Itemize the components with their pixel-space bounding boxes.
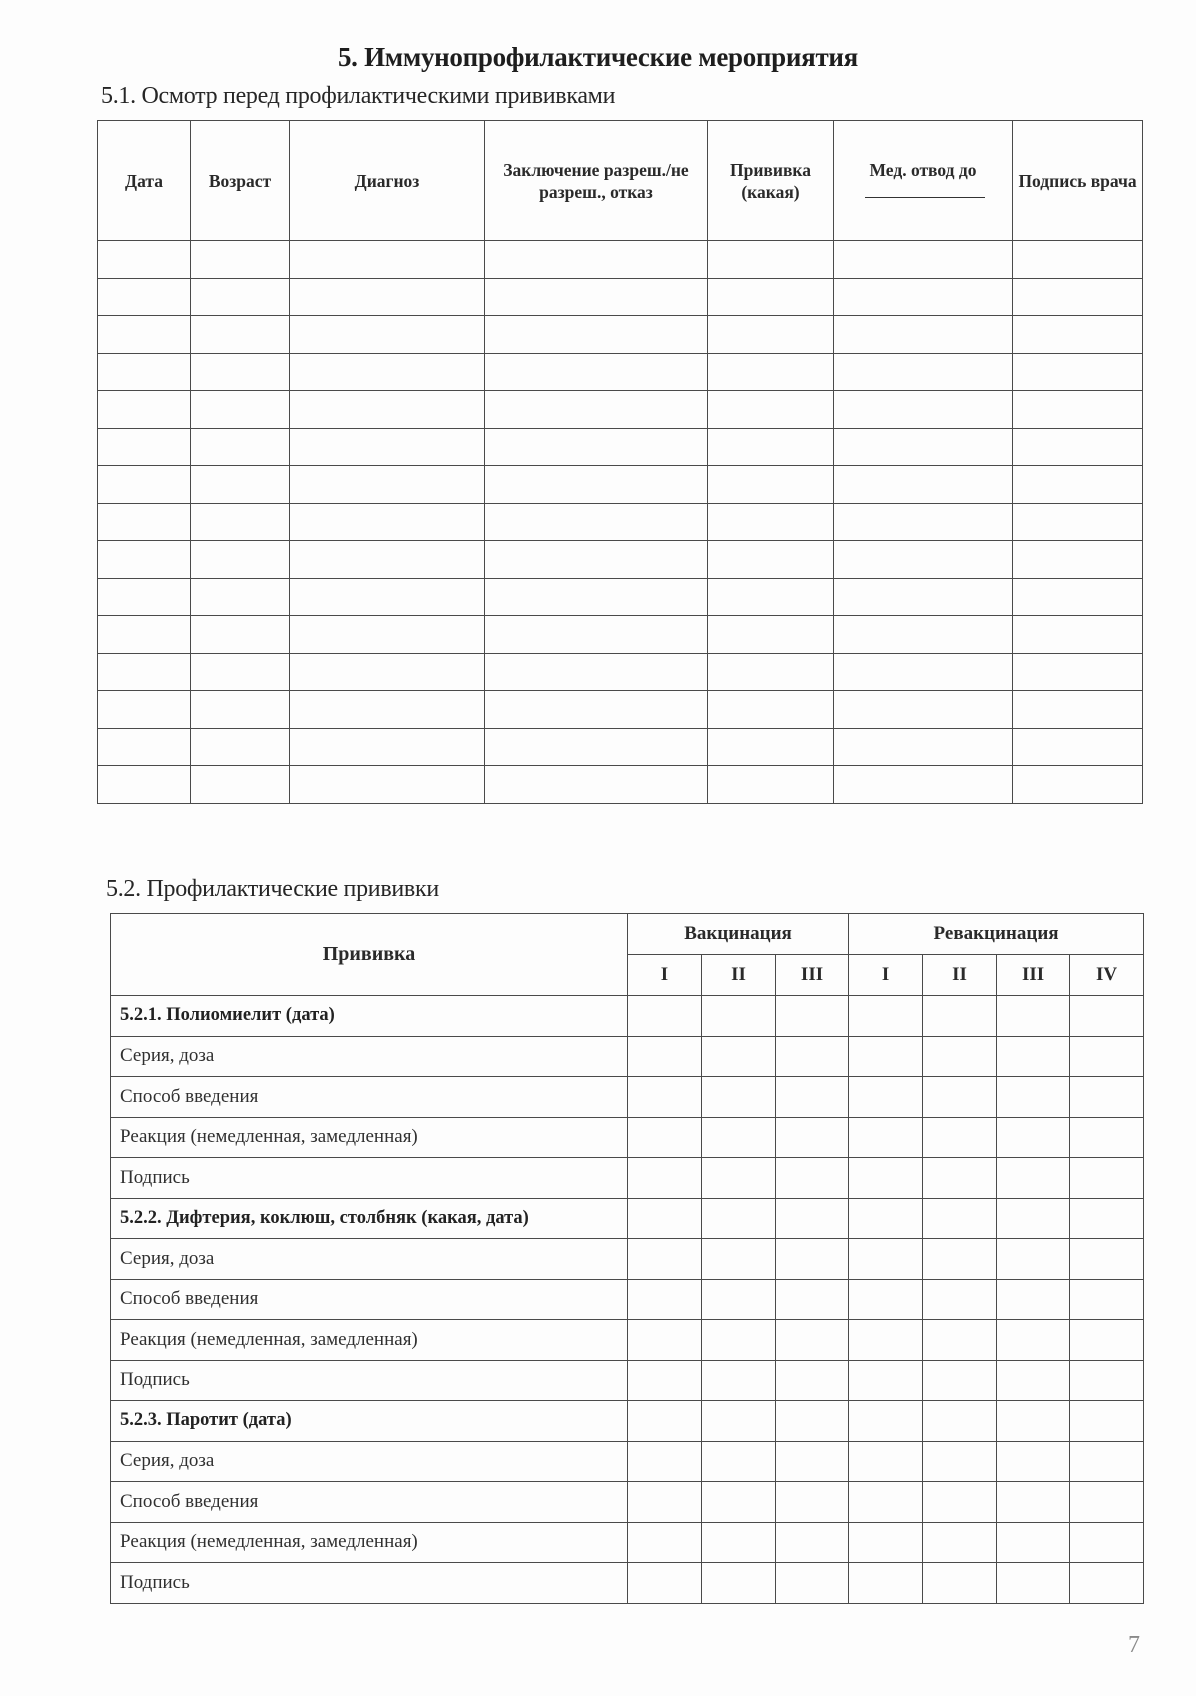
cell-diagnosis[interactable]: [290, 541, 485, 579]
row-label: Подпись: [111, 1158, 628, 1199]
cell-revaccination-1[interactable]: [849, 1482, 923, 1523]
col-header-doctor-signature: Подпись врача: [1013, 121, 1143, 241]
cell-doctor-signature[interactable]: [1013, 766, 1143, 804]
col-header-revaccination-1: I: [849, 955, 923, 996]
cell-vaccination-1[interactable]: [628, 1036, 702, 1077]
cell-age[interactable]: [191, 616, 290, 654]
cell-age[interactable]: [191, 503, 290, 541]
cell-conclusion[interactable]: [485, 766, 708, 804]
cell-revaccination-1[interactable]: [849, 1198, 923, 1239]
cell-vaccine[interactable]: [708, 316, 834, 354]
cell-revaccination-4[interactable]: [1070, 1441, 1144, 1482]
cell-revaccination-4[interactable]: [1070, 1198, 1144, 1239]
row-label: Способ введения: [111, 1482, 628, 1523]
cell-vaccination-3[interactable]: [776, 1482, 849, 1523]
vaccine-heading-label: 5.2.3. Паротит (дата): [111, 1401, 628, 1442]
cell-revaccination-2[interactable]: [923, 1441, 997, 1482]
cell-vaccine[interactable]: [708, 616, 834, 654]
cell-medical-exemption[interactable]: [834, 578, 1013, 616]
cell-vaccine[interactable]: [708, 541, 834, 579]
cell-revaccination-2[interactable]: [923, 1077, 997, 1118]
table-row: [98, 503, 1143, 541]
cell-doctor-signature[interactable]: [1013, 391, 1143, 429]
cell-conclusion[interactable]: [485, 428, 708, 466]
cell-revaccination-2[interactable]: [923, 1482, 997, 1523]
table-row: [111, 1239, 1144, 1280]
cell-revaccination-4[interactable]: [1070, 1279, 1144, 1320]
cell-diagnosis[interactable]: [290, 691, 485, 729]
cell-vaccination-2[interactable]: [702, 1441, 776, 1482]
cell-vaccine[interactable]: [708, 241, 834, 279]
cell-revaccination-2[interactable]: [923, 1563, 997, 1604]
exam-table-body: [98, 241, 1143, 804]
cell-medical-exemption[interactable]: [834, 391, 1013, 429]
cell-doctor-signature[interactable]: [1013, 728, 1143, 766]
cell-revaccination-2[interactable]: [923, 1158, 997, 1199]
cell-vaccination-1[interactable]: [628, 1482, 702, 1523]
cell-revaccination-2[interactable]: [923, 1036, 997, 1077]
cell-diagnosis[interactable]: [290, 728, 485, 766]
cell-vaccination-2[interactable]: [702, 1401, 776, 1442]
cell-vaccination-3[interactable]: [776, 996, 849, 1037]
cell-vaccination-1[interactable]: [628, 1320, 702, 1361]
table-row: [98, 541, 1143, 579]
cell-vaccination-1[interactable]: [628, 1360, 702, 1401]
table-row: [98, 428, 1143, 466]
cell-conclusion[interactable]: [485, 503, 708, 541]
cell-revaccination-3[interactable]: [997, 1117, 1070, 1158]
cell-medical-exemption[interactable]: [834, 428, 1013, 466]
cell-diagnosis[interactable]: [290, 391, 485, 429]
cell-diagnosis[interactable]: [290, 653, 485, 691]
cell-diagnosis[interactable]: [290, 503, 485, 541]
cell-vaccination-3[interactable]: [776, 1441, 849, 1482]
cell-revaccination-4[interactable]: [1070, 996, 1144, 1037]
cell-vaccination-2[interactable]: [702, 996, 776, 1037]
table-row: [111, 1320, 1144, 1361]
row-label: Реакция (немедленная, замедленная): [111, 1320, 628, 1361]
cell-revaccination-2[interactable]: [923, 1360, 997, 1401]
cell-vaccination-1[interactable]: [628, 1401, 702, 1442]
cell-conclusion[interactable]: [485, 578, 708, 616]
cell-date[interactable]: [98, 766, 191, 804]
cell-vaccination-2[interactable]: [702, 1522, 776, 1563]
cell-revaccination-4[interactable]: [1070, 1401, 1144, 1442]
vaccine-heading-label: 5.2.2. Дифтерия, коклюш, столбняк (какая, дата): [111, 1198, 628, 1239]
section-5-1-title: 5.1. Осмотр перед профилактическими прививками: [101, 83, 616, 109]
cell-doctor-signature[interactable]: [1013, 503, 1143, 541]
cell-conclusion[interactable]: [485, 353, 708, 391]
cell-revaccination-2[interactable]: [923, 1239, 997, 1280]
cell-age[interactable]: [191, 278, 290, 316]
cell-revaccination-1[interactable]: [849, 1239, 923, 1280]
cell-conclusion[interactable]: [485, 616, 708, 654]
cell-revaccination-3[interactable]: [997, 1522, 1070, 1563]
cell-vaccine[interactable]: [708, 466, 834, 504]
table-row: [111, 1158, 1144, 1199]
cell-date[interactable]: [98, 541, 191, 579]
cell-vaccination-3[interactable]: [776, 1198, 849, 1239]
col-header-vaccination-3: III: [776, 955, 849, 996]
cell-revaccination-4[interactable]: [1070, 1320, 1144, 1361]
table-row: [111, 1279, 1144, 1320]
cell-doctor-signature[interactable]: [1013, 278, 1143, 316]
col-header-revaccination-3: III: [997, 955, 1070, 996]
col-header-diagnosis: Диагноз: [290, 121, 485, 241]
table-row: [111, 1117, 1144, 1158]
cell-diagnosis[interactable]: [290, 578, 485, 616]
table-row: [98, 653, 1143, 691]
col-header-vaccination-2: II: [702, 955, 776, 996]
row-label: Способ введения: [111, 1077, 628, 1118]
cell-doctor-signature[interactable]: [1013, 316, 1143, 354]
cell-vaccination-3[interactable]: [776, 1036, 849, 1077]
col-header-vaccine: Прививка: [111, 914, 628, 996]
section-5-2-title: 5.2. Профилактические прививки: [106, 876, 439, 902]
col-header-medical-exemption: [834, 121, 1013, 241]
medical-exemption-label: Мед. отвод до: [869, 159, 977, 180]
col-group-revaccination: Ревакцинация: [849, 914, 1144, 955]
cell-date[interactable]: [98, 278, 191, 316]
cell-vaccination-2[interactable]: [702, 1198, 776, 1239]
cell-date[interactable]: [98, 316, 191, 354]
cell-age[interactable]: [191, 691, 290, 729]
cell-date[interactable]: [98, 353, 191, 391]
cell-conclusion[interactable]: [485, 541, 708, 579]
row-label: Подпись: [111, 1360, 628, 1401]
cell-age[interactable]: [191, 541, 290, 579]
cell-age[interactable]: [191, 316, 290, 354]
cell-revaccination-1[interactable]: [849, 996, 923, 1037]
cell-revaccination-1[interactable]: [849, 1522, 923, 1563]
cell-vaccination-1[interactable]: [628, 1522, 702, 1563]
cell-conclusion[interactable]: [485, 391, 708, 429]
cell-revaccination-2[interactable]: [923, 1522, 997, 1563]
cell-doctor-signature[interactable]: [1013, 616, 1143, 654]
table-row: [98, 728, 1143, 766]
cell-age[interactable]: [191, 653, 290, 691]
cell-medical-exemption[interactable]: [834, 316, 1013, 354]
col-header-revaccination-4: IV: [1070, 955, 1144, 996]
cell-vaccination-2[interactable]: [702, 1117, 776, 1158]
cell-diagnosis[interactable]: [290, 353, 485, 391]
cell-conclusion[interactable]: [485, 691, 708, 729]
cell-medical-exemption[interactable]: [834, 541, 1013, 579]
cell-revaccination-2[interactable]: [923, 1279, 997, 1320]
cell-vaccination-3[interactable]: [776, 1522, 849, 1563]
row-label: Реакция (немедленная, замедленная): [111, 1522, 628, 1563]
cell-revaccination-4[interactable]: [1070, 1158, 1144, 1199]
table-row: [98, 278, 1143, 316]
cell-vaccination-2[interactable]: [702, 1239, 776, 1280]
cell-medical-exemption[interactable]: [834, 766, 1013, 804]
cell-vaccination-3[interactable]: [776, 1117, 849, 1158]
col-header-age: Возраст: [191, 121, 290, 241]
vaccinations-table: [110, 913, 1144, 1604]
cell-revaccination-3[interactable]: [997, 1441, 1070, 1482]
cell-vaccination-2[interactable]: [702, 1360, 776, 1401]
cell-date[interactable]: [98, 578, 191, 616]
cell-revaccination-3[interactable]: [997, 1360, 1070, 1401]
table-row: [111, 1563, 1144, 1604]
vaccine-heading-row: [111, 1401, 1144, 1442]
cell-revaccination-3[interactable]: [997, 1320, 1070, 1361]
cell-vaccine[interactable]: [708, 428, 834, 466]
cell-revaccination-1[interactable]: [849, 1117, 923, 1158]
cell-age[interactable]: [191, 241, 290, 279]
cell-vaccine[interactable]: [708, 353, 834, 391]
cell-revaccination-1[interactable]: [849, 1320, 923, 1361]
table-row: [98, 391, 1143, 429]
cell-vaccination-1[interactable]: [628, 1198, 702, 1239]
cell-diagnosis[interactable]: [290, 428, 485, 466]
cell-doctor-signature[interactable]: [1013, 353, 1143, 391]
cell-doctor-signature[interactable]: [1013, 691, 1143, 729]
vaccine-heading-row: [111, 1198, 1144, 1239]
cell-vaccine[interactable]: [708, 766, 834, 804]
table-row: [98, 353, 1143, 391]
cell-revaccination-3[interactable]: [997, 1563, 1070, 1604]
page-title: 5. Иммунопрофилактические мероприятия: [337, 42, 858, 72]
cell-revaccination-4[interactable]: [1070, 1563, 1144, 1604]
cell-vaccination-3[interactable]: [776, 1360, 849, 1401]
cell-revaccination-4[interactable]: [1070, 1239, 1144, 1280]
cell-doctor-signature[interactable]: [1013, 541, 1143, 579]
cell-date[interactable]: [98, 241, 191, 279]
cell-vaccination-2[interactable]: [702, 1036, 776, 1077]
cell-medical-exemption[interactable]: [834, 241, 1013, 279]
cell-date[interactable]: [98, 691, 191, 729]
cell-revaccination-3[interactable]: [997, 1279, 1070, 1320]
cell-revaccination-3[interactable]: [997, 1401, 1070, 1442]
cell-revaccination-3[interactable]: [997, 1198, 1070, 1239]
cell-date[interactable]: [98, 466, 191, 504]
cell-revaccination-3[interactable]: [997, 1482, 1070, 1523]
cell-doctor-signature[interactable]: [1013, 653, 1143, 691]
cell-vaccine[interactable]: [708, 278, 834, 316]
cell-age[interactable]: [191, 766, 290, 804]
cell-revaccination-3[interactable]: [997, 1077, 1070, 1118]
row-label: Серия, доза: [111, 1239, 628, 1280]
cell-vaccination-2[interactable]: [702, 1077, 776, 1118]
cell-vaccine[interactable]: [708, 578, 834, 616]
cell-medical-exemption[interactable]: [834, 616, 1013, 654]
col-header-vaccination-1: I: [628, 955, 702, 996]
cell-vaccine[interactable]: [708, 391, 834, 429]
cell-vaccine[interactable]: [708, 691, 834, 729]
cell-date[interactable]: [98, 616, 191, 654]
cell-vaccination-3[interactable]: [776, 1320, 849, 1361]
cell-revaccination-1[interactable]: [849, 1077, 923, 1118]
cell-age[interactable]: [191, 428, 290, 466]
cell-doctor-signature[interactable]: [1013, 241, 1143, 279]
cell-vaccination-3[interactable]: [776, 1401, 849, 1442]
cell-doctor-signature[interactable]: [1013, 578, 1143, 616]
cell-diagnosis[interactable]: [290, 316, 485, 354]
table-row: [111, 1441, 1144, 1482]
table-row: [98, 241, 1143, 279]
vaccine-heading-label: 5.2.1. Полиомиелит (дата): [111, 996, 628, 1037]
cell-vaccine[interactable]: [708, 503, 834, 541]
row-label: Подпись: [111, 1563, 628, 1604]
row-label: Способ введения: [111, 1279, 628, 1320]
cell-revaccination-2[interactable]: [923, 996, 997, 1037]
cell-revaccination-3[interactable]: [997, 1036, 1070, 1077]
cell-vaccination-3[interactable]: [776, 1158, 849, 1199]
col-header-conclusion: Заключение разреш./не разреш., отказ: [485, 121, 708, 241]
cell-revaccination-1[interactable]: [849, 1563, 923, 1604]
cell-diagnosis[interactable]: [290, 616, 485, 654]
cell-conclusion[interactable]: [485, 316, 708, 354]
cell-vaccination-1[interactable]: [628, 1239, 702, 1280]
cell-vaccination-1[interactable]: [628, 996, 702, 1037]
table-header-row: [111, 914, 1144, 955]
cell-medical-exemption[interactable]: [834, 353, 1013, 391]
table-row: [111, 1036, 1144, 1077]
cell-revaccination-1[interactable]: [849, 1279, 923, 1320]
row-label: Реакция (немедленная, замедленная): [111, 1117, 628, 1158]
vaccinations-table-body: [111, 996, 1144, 1604]
table-row: [111, 1482, 1144, 1523]
cell-revaccination-3[interactable]: [997, 996, 1070, 1037]
cell-revaccination-3[interactable]: [997, 1158, 1070, 1199]
table-row: [98, 691, 1143, 729]
cell-revaccination-4[interactable]: [1070, 1522, 1144, 1563]
col-header-revaccination-2: II: [923, 955, 997, 996]
cell-vaccination-2[interactable]: [702, 1279, 776, 1320]
cell-conclusion[interactable]: [485, 278, 708, 316]
cell-vaccination-3[interactable]: [776, 1239, 849, 1280]
table-row: [98, 578, 1143, 616]
cell-age[interactable]: [191, 353, 290, 391]
cell-conclusion[interactable]: [485, 653, 708, 691]
cell-revaccination-1[interactable]: [849, 1360, 923, 1401]
cell-vaccine[interactable]: [708, 653, 834, 691]
cell-revaccination-2[interactable]: [923, 1198, 997, 1239]
col-header-date: Дата: [98, 121, 191, 241]
cell-vaccination-2[interactable]: [702, 1320, 776, 1361]
cell-revaccination-4[interactable]: [1070, 1482, 1144, 1523]
cell-revaccination-1[interactable]: [849, 1441, 923, 1482]
cell-vaccination-1[interactable]: [628, 1117, 702, 1158]
cell-conclusion[interactable]: [485, 466, 708, 504]
cell-revaccination-2[interactable]: [923, 1117, 997, 1158]
col-header-vaccine: Прививка (какая): [708, 121, 834, 241]
cell-diagnosis[interactable]: [290, 278, 485, 316]
row-label: Серия, доза: [111, 1441, 628, 1482]
cell-vaccination-3[interactable]: [776, 1563, 849, 1604]
table-row: [98, 616, 1143, 654]
cell-doctor-signature[interactable]: [1013, 428, 1143, 466]
table-row: [98, 316, 1143, 354]
table-header-row: [98, 121, 1143, 241]
table-row: [111, 1077, 1144, 1118]
cell-revaccination-4[interactable]: [1070, 1036, 1144, 1077]
cell-revaccination-2[interactable]: [923, 1401, 997, 1442]
cell-revaccination-1[interactable]: [849, 1036, 923, 1077]
cell-date[interactable]: [98, 653, 191, 691]
cell-vaccination-1[interactable]: [628, 1441, 702, 1482]
cell-vaccination-2[interactable]: [702, 1158, 776, 1199]
cell-doctor-signature[interactable]: [1013, 466, 1143, 504]
table-row: [111, 1522, 1144, 1563]
col-group-vaccination: Вакцинация: [628, 914, 849, 955]
row-label: Серия, доза: [111, 1036, 628, 1077]
cell-medical-exemption[interactable]: [834, 728, 1013, 766]
cell-diagnosis[interactable]: [290, 766, 485, 804]
cell-revaccination-3[interactable]: [997, 1239, 1070, 1280]
cell-revaccination-2[interactable]: [923, 1320, 997, 1361]
cell-date[interactable]: [98, 391, 191, 429]
cell-age[interactable]: [191, 728, 290, 766]
cell-date[interactable]: [98, 503, 191, 541]
cell-medical-exemption[interactable]: [834, 278, 1013, 316]
cell-age[interactable]: [191, 578, 290, 616]
cell-vaccination-1[interactable]: [628, 1563, 702, 1604]
cell-vaccination-2[interactable]: [702, 1563, 776, 1604]
cell-age[interactable]: [191, 391, 290, 429]
cell-diagnosis[interactable]: [290, 241, 485, 279]
cell-revaccination-4[interactable]: [1070, 1077, 1144, 1118]
page-number: 7: [1128, 1632, 1140, 1658]
table-row: [98, 766, 1143, 804]
cell-conclusion[interactable]: [485, 241, 708, 279]
cell-date[interactable]: [98, 728, 191, 766]
cell-date[interactable]: [98, 428, 191, 466]
cell-age[interactable]: [191, 466, 290, 504]
cell-medical-exemption[interactable]: [834, 653, 1013, 691]
cell-vaccine[interactable]: [708, 728, 834, 766]
pre-vaccination-exam-table: [97, 120, 1143, 804]
cell-diagnosis[interactable]: [290, 466, 485, 504]
cell-medical-exemption[interactable]: [834, 466, 1013, 504]
cell-vaccination-2[interactable]: [702, 1482, 776, 1523]
exemption-date-line: [865, 183, 985, 198]
cell-revaccination-4[interactable]: [1070, 1360, 1144, 1401]
vaccine-heading-row: [111, 996, 1144, 1037]
cell-vaccination-1[interactable]: [628, 1158, 702, 1199]
table-row: [98, 466, 1143, 504]
cell-conclusion[interactable]: [485, 728, 708, 766]
cell-revaccination-4[interactable]: [1070, 1117, 1144, 1158]
cell-vaccination-3[interactable]: [776, 1279, 849, 1320]
cell-vaccination-3[interactable]: [776, 1077, 849, 1118]
cell-revaccination-1[interactable]: [849, 1158, 923, 1199]
cell-medical-exemption[interactable]: [834, 691, 1013, 729]
cell-medical-exemption[interactable]: [834, 503, 1013, 541]
table-row: [111, 1360, 1144, 1401]
cell-revaccination-1[interactable]: [849, 1401, 923, 1442]
cell-vaccination-1[interactable]: [628, 1279, 702, 1320]
cell-vaccination-1[interactable]: [628, 1077, 702, 1118]
